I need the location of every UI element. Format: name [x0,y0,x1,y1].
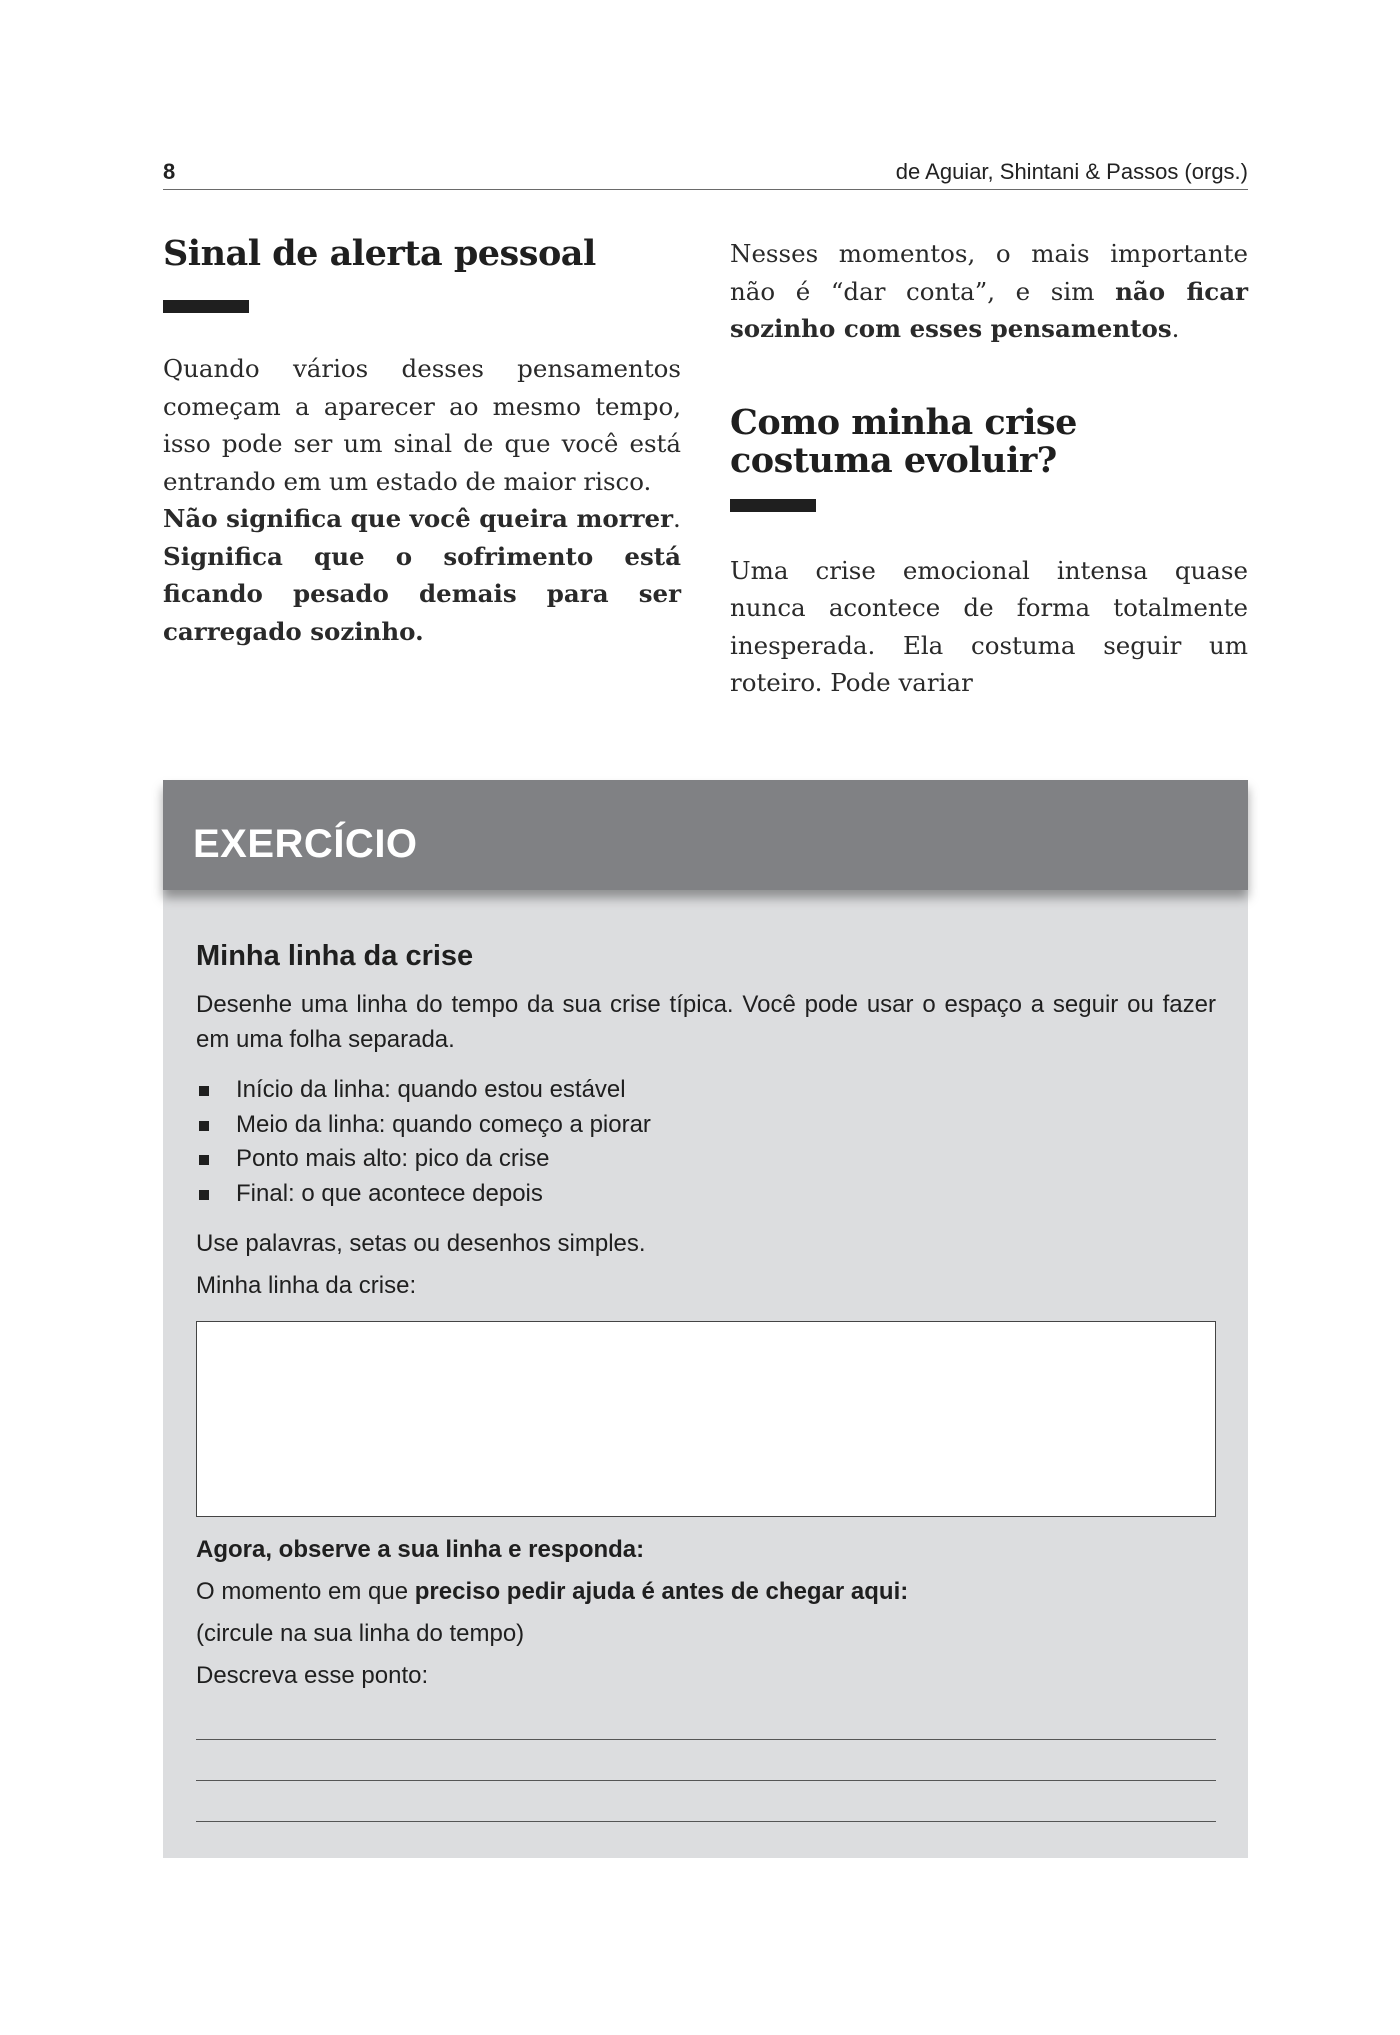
paragraph [730,235,1248,348]
exercise-intro: Desenhe uma linha do tempo da sua crise típica. Você pode usar o espaço a seguir ou fazer em uma folha separada. [196,991,1216,1053]
instruction-text: Use palavras, setas ou desenhos simples. [196,1230,646,1257]
bullet-icon [199,1121,209,1131]
exercise-content [196,940,1216,1822]
drawing-label: Minha linha da crise: [196,1272,417,1299]
exercise-box [163,780,1248,1858]
observe-prompt: Agora, observe a sua linha e responda: [196,1536,645,1563]
right-column [730,235,1248,702]
list-item [196,1073,1216,1108]
paragraph: Uma crise emocional intensa quase nunca acontece de forma totalmente inesperada. Ela costuma seguir um roteiro. Pode variar [730,555,1248,697]
list-item-text: Início da linha: quando estou estável [236,1076,626,1103]
exercise-label: EXERCÍCIO [193,822,418,866]
running-header [163,156,1248,190]
bold-text: Não significa que você queira morrer [163,504,674,533]
circle-note: (circule na sua linha do tempo) [196,1620,525,1647]
heading-rule [730,499,816,512]
running-head: de Aguiar, Shintani & Passos (orgs.) [895,159,1248,184]
list-item [196,1108,1216,1143]
answer-line[interactable] [196,1781,1216,1822]
moment-prompt [196,1571,1216,1613]
list-item [196,1177,1216,1212]
exercise-header [163,780,1248,890]
text: . [1171,314,1180,343]
text: . [673,504,681,533]
describe-prompt: Descreva esse ponto: [196,1662,429,1689]
exercise-bullet-list [196,1073,1216,1211]
exercise-title: Minha linha da crise [196,940,474,972]
bold-text: Significa que o sofrimento está ficando pesado demais para ser carregado sozinho. [163,541,681,646]
heading-rule [163,300,249,313]
paragraph: Quando vários desses pensamentos começam a aparecer ao mesmo tempo, isso pode ser um sinal de que você está entrando em um estado de maior risco. [163,354,681,496]
bullet-icon [199,1155,209,1165]
drawing-area[interactable] [196,1321,1216,1517]
left-column [163,235,681,650]
list-item-text: Final: o que acontece depois [236,1179,543,1207]
section-heading-crise: Como minha crise costuma evoluir? [730,401,1077,481]
bullet-icon [199,1190,209,1200]
paragraph [163,538,681,651]
paragraph [163,500,681,538]
text: Nesses momentos, o mais importante não é “dar conta”, e sim [730,239,1248,306]
section-heading-sinal: Sinal de alerta pessoal [163,233,596,274]
text: O momento em que [196,1578,415,1605]
page-number: 8 [163,159,176,184]
bold-text: preciso pedir ajuda é antes de chegar aqui: [414,1578,909,1605]
list-item-text: Meio da linha: quando começo a piorar [236,1110,651,1138]
bullet-icon [199,1086,209,1096]
list-item [196,1142,1216,1177]
list-item-text: Ponto mais alto: pico da crise [236,1145,550,1172]
bold-text: não ficar sozinho com esses pensamentos [730,276,1249,343]
answer-line[interactable] [196,1740,1216,1781]
answer-line[interactable] [196,1697,1216,1740]
